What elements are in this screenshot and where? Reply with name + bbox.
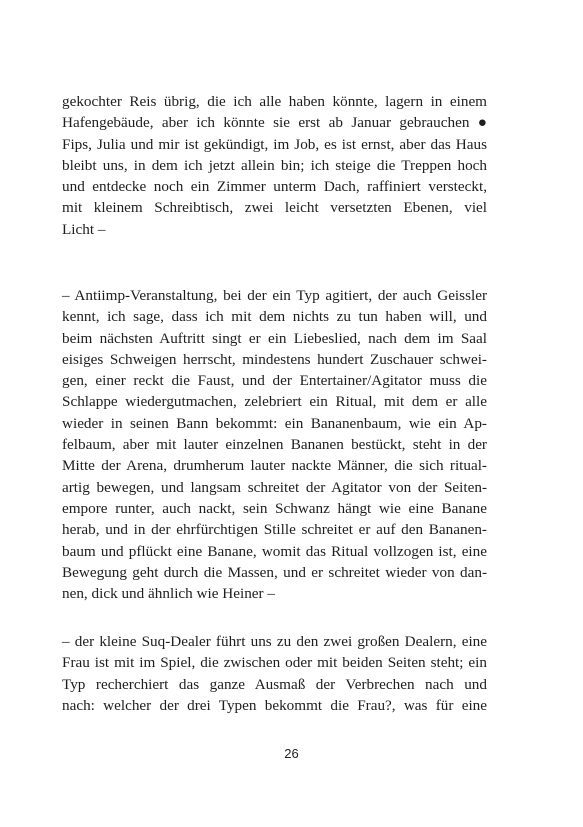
text-line: Schlappe wiedergutmachen, zelebriert ein Ritual, mit dem er alle <box>62 393 487 411</box>
text-line: Licht – <box>62 220 106 238</box>
text-line: mit kleinem Schreibtisch, zwei leicht versetzten Ebenen, viel <box>62 199 487 217</box>
text-line: gekochter Reis übrig, die ich alle haben könnte, lagern in einem <box>62 93 487 110</box>
paragraph-1 <box>62 91 487 240</box>
text-line: empore runter, auch nackt, sein Schwanz hängt wie eine Banane <box>62 499 487 517</box>
text-line: nen, dick und ähnlich wie Heiner – <box>62 585 275 603</box>
text-line: herab, und in der ehrfürchtigen Stille schreitet er auf den Bananen- <box>62 521 487 539</box>
text-line: kennt, ich sage, dass ich mit dem nichts zu tun haben will, und <box>62 308 487 326</box>
text-line: gen, einer reckt die Faust, und der Entertainer/Agitator muss die <box>62 372 487 390</box>
paragraph-2 <box>62 285 487 604</box>
text-line: und entdecke noch ein Zimmer unterm Dach, raffiniert versteckt, <box>62 178 487 196</box>
text-line: Fips, Julia und mir ist gekündigt, im Job, es ist ernst, aber das Haus <box>62 135 487 153</box>
text-line: beim nächsten Auftritt singt er ein Liebeslied, nach dem im Saal <box>62 329 487 347</box>
text-line: eisiges Schweigen herrscht, mindestens hundert Zuschauer schwei- <box>62 350 487 368</box>
text-line: bleibt uns, in dem ich jetzt allein bin; ich steige die Treppen hoch <box>62 156 487 174</box>
text-line: baum und pflückt eine Banane, womit das Ritual vollzogen ist, eine <box>62 542 487 560</box>
text-line: Typ recherchiert das ganze Ausmaß der Verbrechen nach und <box>62 675 487 693</box>
paragraph-3 <box>62 631 487 716</box>
text-line: Frau ist mit im Spiel, die zwischen oder mit beiden Seiten steht; ein <box>62 654 487 672</box>
text-line: artig bewegen, und langsam schreitet der Agitator von der Seiten- <box>62 478 487 496</box>
text-line: – Antiimp-Veranstaltung, bei der ein Typ agitiert, der auch Geissler <box>62 287 487 304</box>
text-line: nach: welcher der drei Typen bekommt die Frau?, was für eine <box>62 696 487 714</box>
text-line: – der kleine Suq-Dealer führt uns zu den zwei großen Dealern, eine <box>62 633 487 650</box>
text-line: Hafengebäude, aber ich könnte sie erst ab Januar gebrauchen ● <box>62 114 487 132</box>
page-number: 26 <box>284 746 299 761</box>
text-line: wieder in seinen Bann bekommt: ein Bananenbaum, wie ein Ap- <box>62 414 487 432</box>
text-line: Mitte der Arena, drumherum lauter nackte Männer, die sich ritual- <box>62 457 487 475</box>
text-line: felbaum, aber mit lauter einzelnen Bananen bestückt, steht in der <box>62 436 487 454</box>
text-line: Bewegung geht durch die Massen, und er schreitet wieder von dan- <box>62 563 487 581</box>
